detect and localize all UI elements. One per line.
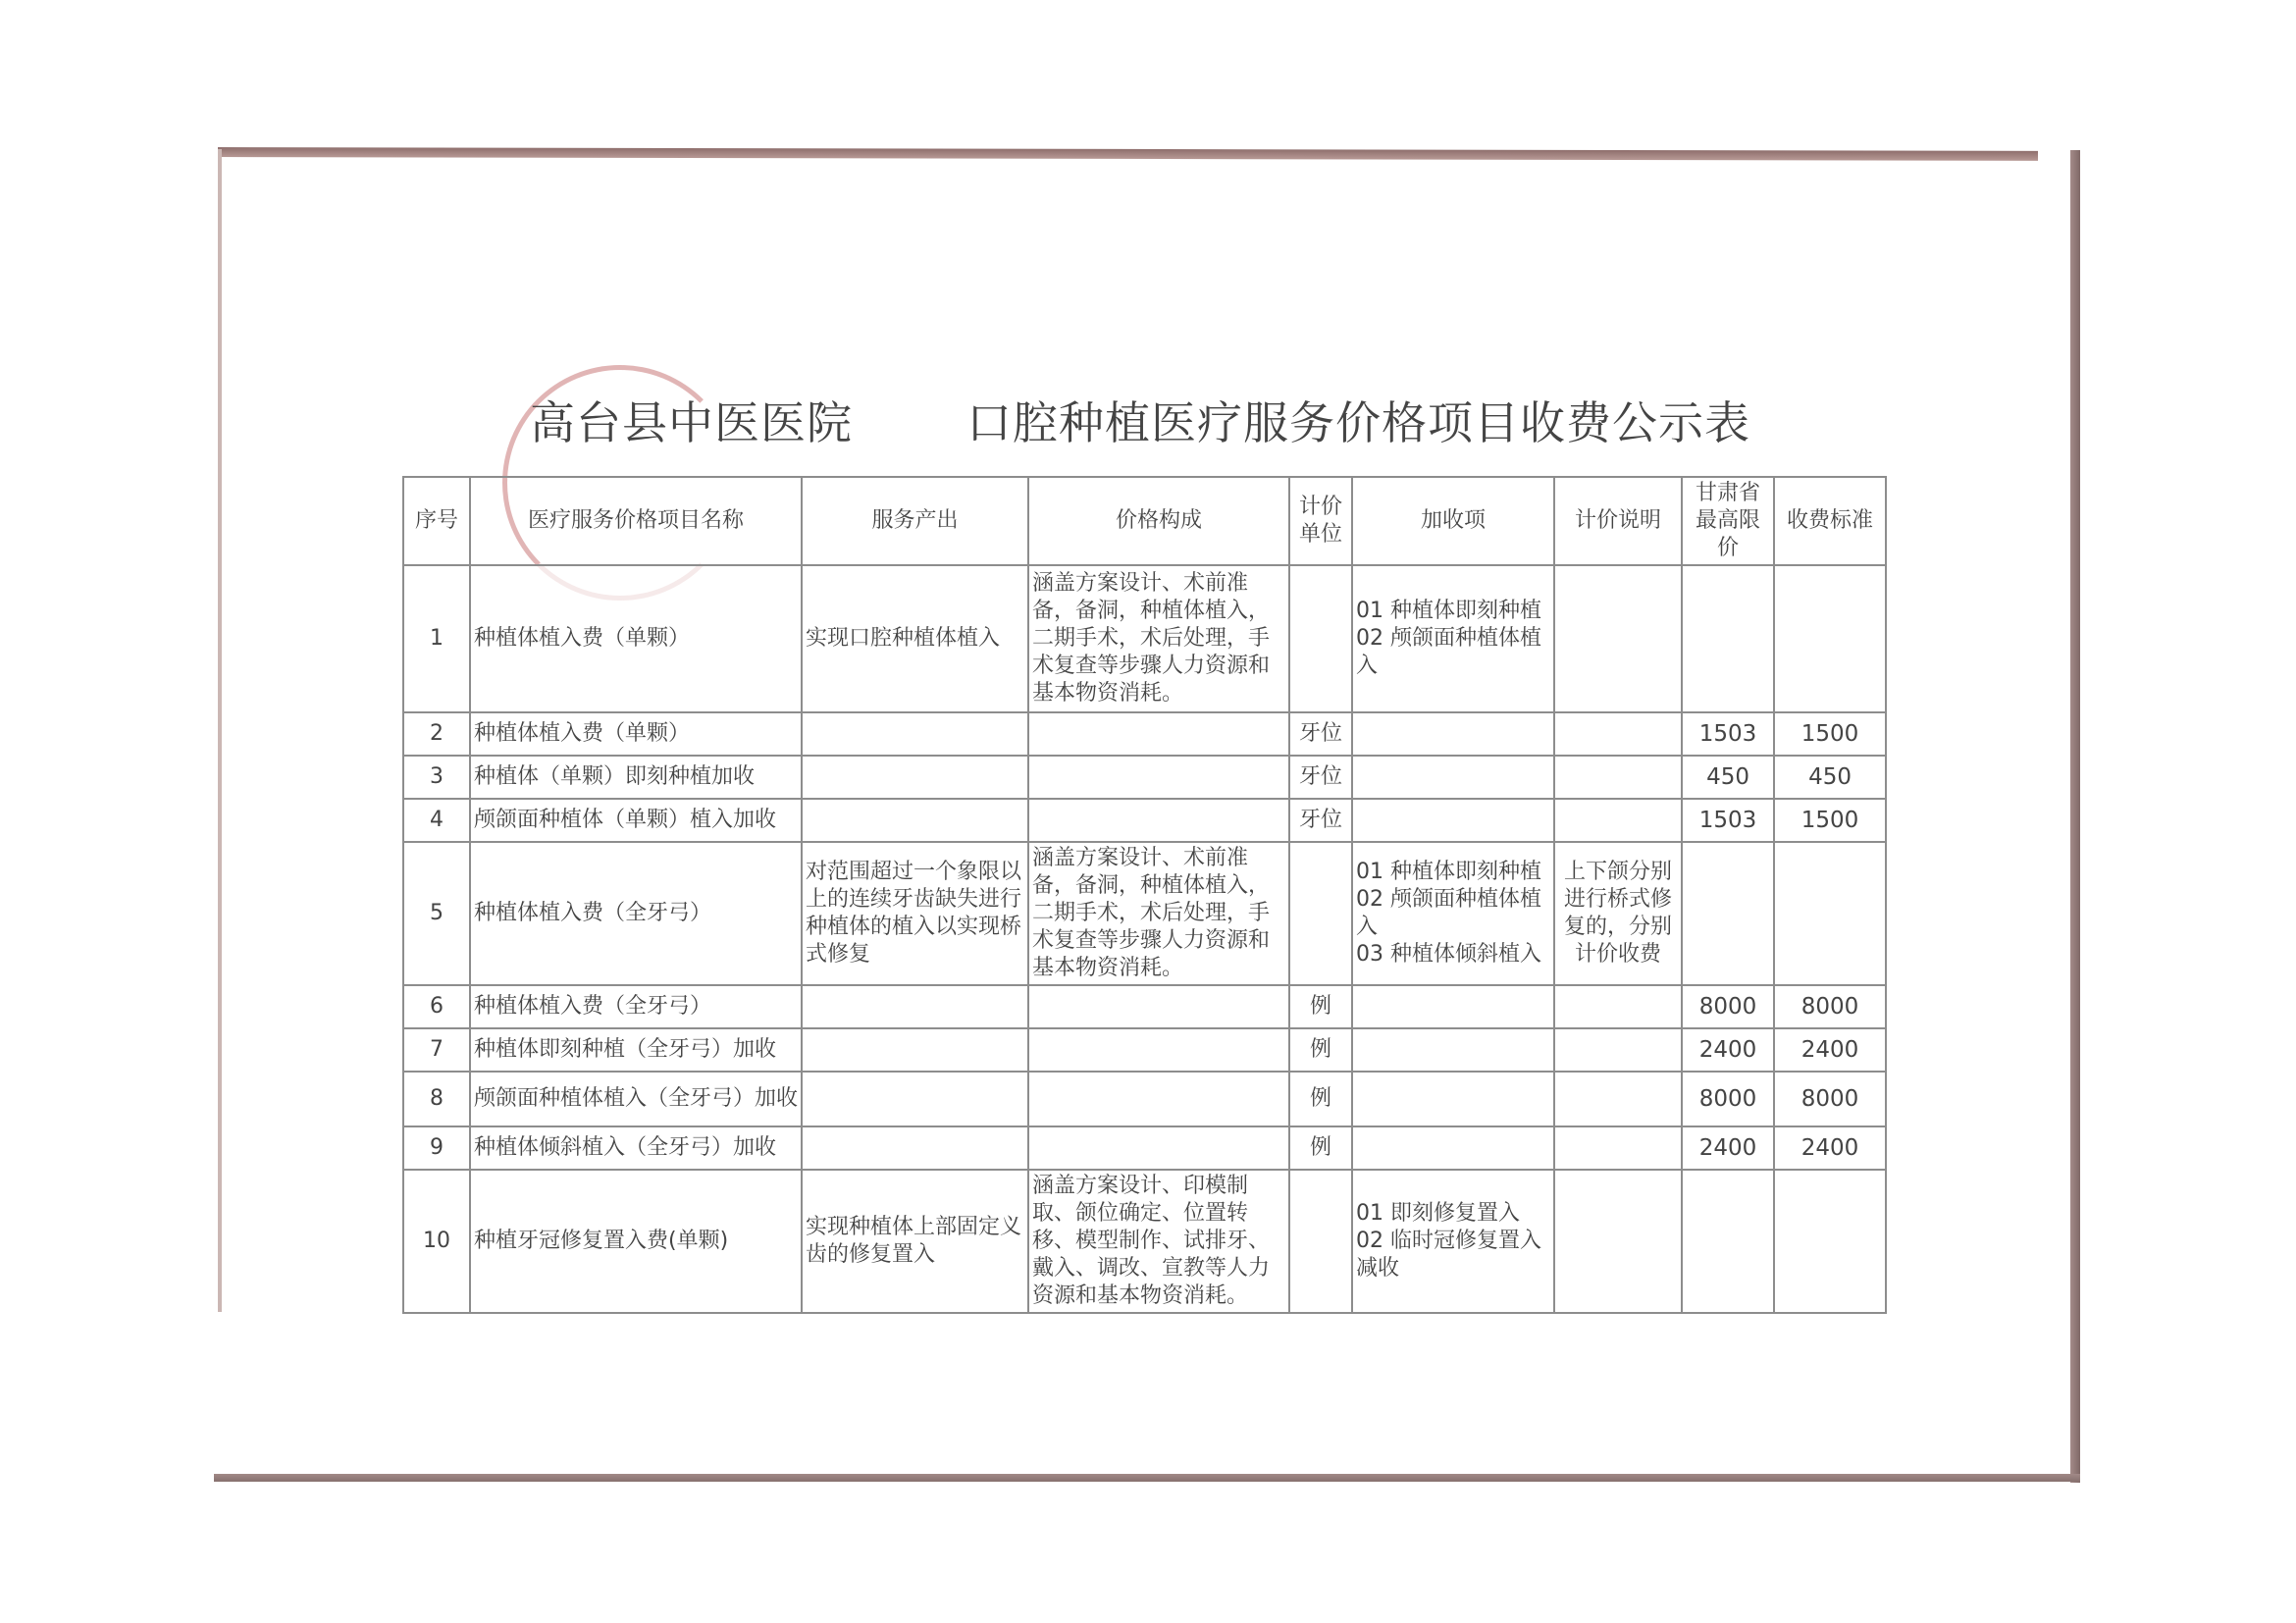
row-seq: 2 bbox=[403, 712, 470, 756]
row-note bbox=[1554, 712, 1682, 756]
row-extra bbox=[1352, 712, 1554, 756]
row-note bbox=[1554, 1028, 1682, 1072]
table-row bbox=[403, 1072, 1886, 1126]
row-item-name: 颅颌面种植体植入（全牙弓）加收 bbox=[470, 1072, 802, 1126]
table-row bbox=[403, 985, 1886, 1028]
table-row bbox=[403, 712, 1886, 756]
row-note bbox=[1554, 799, 1682, 842]
row-seq: 8 bbox=[403, 1072, 470, 1126]
row-seq: 1 bbox=[403, 565, 470, 712]
row-max-price: 1503 bbox=[1682, 712, 1774, 756]
scan-frame-bottom bbox=[214, 1474, 2080, 1482]
row-fee bbox=[1774, 842, 1886, 985]
row-fee: 1500 bbox=[1774, 712, 1886, 756]
row-unit: 牙位 bbox=[1289, 756, 1352, 799]
row-unit: 牙位 bbox=[1289, 712, 1352, 756]
row-max-price bbox=[1682, 565, 1774, 712]
header-note: 计价说明 bbox=[1554, 477, 1682, 565]
row-unit: 例 bbox=[1289, 1126, 1352, 1170]
row-note: 上下颌分别进行桥式修复的，分别计价收费 bbox=[1554, 842, 1682, 985]
row-fee bbox=[1774, 1170, 1886, 1313]
table-row bbox=[403, 1170, 1886, 1313]
row-extra bbox=[1352, 1028, 1554, 1072]
header-item-name: 医疗服务价格项目名称 bbox=[470, 477, 802, 565]
row-unit bbox=[1289, 1170, 1352, 1313]
row-extra bbox=[1352, 756, 1554, 799]
row-unit: 例 bbox=[1289, 1072, 1352, 1126]
row-unit: 例 bbox=[1289, 985, 1352, 1028]
row-item-name: 种植牙冠修复置入费(单颗) bbox=[470, 1170, 802, 1313]
row-fee: 8000 bbox=[1774, 1072, 1886, 1126]
table-row bbox=[403, 1028, 1886, 1072]
row-seq: 5 bbox=[403, 842, 470, 985]
row-output bbox=[802, 985, 1028, 1028]
row-seq: 6 bbox=[403, 985, 470, 1028]
row-item-name: 颅颌面种植体（单颗）植入加收 bbox=[470, 799, 802, 842]
row-item-name: 种植体倾斜植入（全牙弓）加收 bbox=[470, 1126, 802, 1170]
table-row bbox=[403, 1126, 1886, 1170]
row-fee: 2400 bbox=[1774, 1126, 1886, 1170]
row-item-name: 种植体即刻种植（全牙弓）加收 bbox=[470, 1028, 802, 1072]
row-output bbox=[802, 1072, 1028, 1126]
row-max-price: 450 bbox=[1682, 756, 1774, 799]
row-unit: 例 bbox=[1289, 1028, 1352, 1072]
scan-frame-right bbox=[2070, 150, 2080, 1483]
row-composition bbox=[1028, 712, 1289, 756]
row-seq: 4 bbox=[403, 799, 470, 842]
row-note bbox=[1554, 1170, 1682, 1313]
header-fee: 收费标准 bbox=[1774, 477, 1886, 565]
table-row bbox=[403, 565, 1886, 712]
row-fee: 450 bbox=[1774, 756, 1886, 799]
row-composition bbox=[1028, 1072, 1289, 1126]
header-unit: 计价单位 bbox=[1289, 477, 1352, 565]
row-fee: 2400 bbox=[1774, 1028, 1886, 1072]
table-row bbox=[403, 842, 1886, 985]
row-max-price: 8000 bbox=[1682, 1072, 1774, 1126]
table-row bbox=[403, 756, 1886, 799]
table-header-row bbox=[403, 477, 1886, 565]
row-max-price: 2400 bbox=[1682, 1028, 1774, 1072]
row-extra: 01 即刻修复置入 02 临时冠修复置入减收 bbox=[1352, 1170, 1554, 1313]
row-max-price bbox=[1682, 1170, 1774, 1313]
row-composition: 涵盖方案设计、术前准备，备洞，种植体植入，二期手术，术后处理，手术复查等步骤人力资源和基本物资消耗。 bbox=[1028, 565, 1289, 712]
row-extra bbox=[1352, 1126, 1554, 1170]
header-max-price: 甘肃省最高限价 bbox=[1682, 477, 1774, 565]
row-unit: 牙位 bbox=[1289, 799, 1352, 842]
row-composition bbox=[1028, 799, 1289, 842]
row-note bbox=[1554, 756, 1682, 799]
row-note bbox=[1554, 565, 1682, 712]
header-seq: 序号 bbox=[403, 477, 470, 565]
row-max-price: 2400 bbox=[1682, 1126, 1774, 1170]
row-max-price: 1503 bbox=[1682, 799, 1774, 842]
row-output bbox=[802, 1126, 1028, 1170]
row-output: 对范围超过一个象限以上的连续牙齿缺失进行种植体的植入以实现桥式修复 bbox=[802, 842, 1028, 985]
row-output bbox=[802, 712, 1028, 756]
row-item-name: 种植体植入费（全牙弓） bbox=[470, 985, 802, 1028]
row-composition: 涵盖方案设计、印模制取、颌位确定、位置转移、模型制作、试排牙、戴入、调改、宣教等人力资源和基本物资消耗。 bbox=[1028, 1170, 1289, 1313]
row-seq: 3 bbox=[403, 756, 470, 799]
row-extra bbox=[1352, 1072, 1554, 1126]
row-fee bbox=[1774, 565, 1886, 712]
row-extra: 01 种植体即刻种植 02 颅颌面种植体植入 03 种植体倾斜植入 bbox=[1352, 842, 1554, 985]
row-output bbox=[802, 799, 1028, 842]
row-seq: 10 bbox=[403, 1170, 470, 1313]
table-row bbox=[403, 799, 1886, 842]
row-unit bbox=[1289, 565, 1352, 712]
header-output: 服务产出 bbox=[802, 477, 1028, 565]
hospital-name-title: 高台县中医医院 bbox=[530, 396, 853, 449]
row-item-name: 种植体植入费（全牙弓） bbox=[470, 842, 802, 985]
row-item-name: 种植体植入费（单颗） bbox=[470, 565, 802, 712]
row-max-price: 8000 bbox=[1682, 985, 1774, 1028]
row-fee: 1500 bbox=[1774, 799, 1886, 842]
row-fee: 8000 bbox=[1774, 985, 1886, 1028]
header-composition: 价格构成 bbox=[1028, 477, 1289, 565]
row-composition bbox=[1028, 1126, 1289, 1170]
row-item-name: 种植体植入费（单颗） bbox=[470, 712, 802, 756]
row-composition: 涵盖方案设计、术前准备，备洞，种植体植入，二期手术，术后处理，手术复查等步骤人力资源和基本物资消耗。 bbox=[1028, 842, 1289, 985]
row-composition bbox=[1028, 985, 1289, 1028]
row-output: 实现种植体上部固定义齿的修复置入 bbox=[802, 1170, 1028, 1313]
fee-table bbox=[402, 476, 1887, 1314]
table-title: 口腔种植医疗服务价格项目收费公示表 bbox=[966, 396, 1750, 449]
row-extra bbox=[1352, 985, 1554, 1028]
row-note bbox=[1554, 1126, 1682, 1170]
row-composition bbox=[1028, 756, 1289, 799]
row-output: 实现口腔种植体植入 bbox=[802, 565, 1028, 712]
row-composition bbox=[1028, 1028, 1289, 1072]
row-extra bbox=[1352, 799, 1554, 842]
row-item-name: 种植体（单颗）即刻种植加收 bbox=[470, 756, 802, 799]
row-seq: 9 bbox=[403, 1126, 470, 1170]
scan-frame-top bbox=[218, 147, 2038, 161]
row-unit bbox=[1289, 842, 1352, 985]
row-note bbox=[1554, 985, 1682, 1028]
row-extra: 01 种植体即刻种植 02 颅颌面种植体植入 bbox=[1352, 565, 1554, 712]
header-extra: 加收项 bbox=[1352, 477, 1554, 565]
scan-frame-left bbox=[218, 149, 222, 1312]
row-output bbox=[802, 756, 1028, 799]
row-seq: 7 bbox=[403, 1028, 470, 1072]
row-max-price bbox=[1682, 842, 1774, 985]
row-note bbox=[1554, 1072, 1682, 1126]
row-output bbox=[802, 1028, 1028, 1072]
